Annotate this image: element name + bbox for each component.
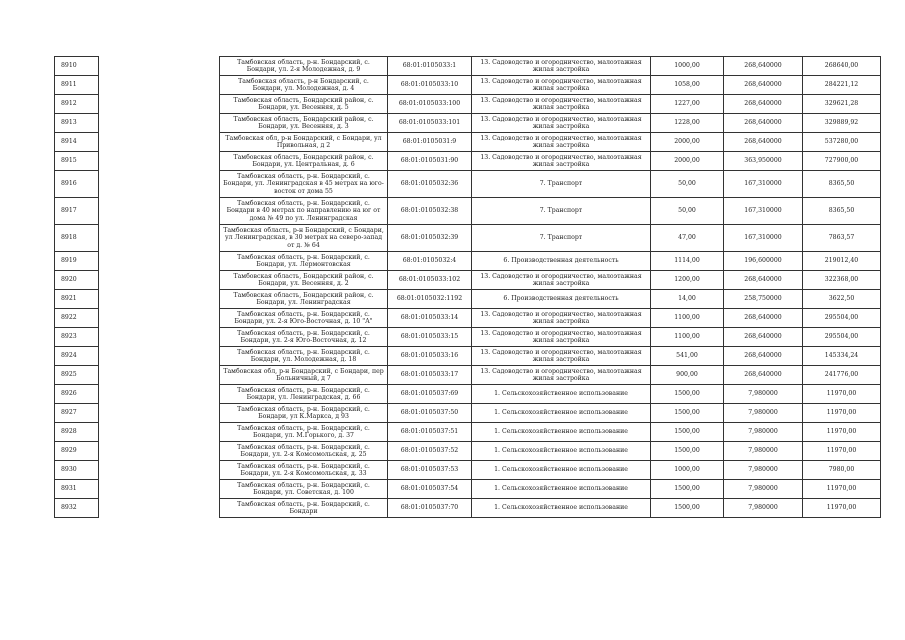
area-cell: 541,00 bbox=[651, 347, 724, 366]
cadastral-value-cell: 7863,57 bbox=[803, 225, 881, 252]
row-number: 8932 bbox=[55, 499, 99, 518]
land-use-cell: 6. Производственная деятельность bbox=[472, 252, 651, 271]
specific-value-cell: 268,640000 bbox=[724, 76, 803, 95]
specific-value-cell: 7,980000 bbox=[724, 461, 803, 480]
address-cell: Тамбовская обл, р-н Бондарский, с Бондари, пер Больничный, д 7 bbox=[220, 366, 388, 385]
row-number: 8911 bbox=[55, 76, 99, 95]
row-number: 8931 bbox=[55, 480, 99, 499]
table-row bbox=[55, 252, 881, 271]
area-cell: 50,00 bbox=[651, 171, 724, 198]
specific-value-cell: 268,640000 bbox=[724, 114, 803, 133]
land-use-cell: 1. Сельскохозяйственное использование bbox=[472, 442, 651, 461]
spacer-cell bbox=[99, 252, 220, 271]
row-number: 8923 bbox=[55, 328, 99, 347]
table-row bbox=[55, 480, 881, 499]
specific-value-cell: 7,980000 bbox=[724, 404, 803, 423]
cadastral-value-cell: 284221,12 bbox=[803, 76, 881, 95]
address-cell: Тамбовская область, р-н. Бондарский, с. Бондари, ул. Молодежная, д. 18 bbox=[220, 347, 388, 366]
cadastral-number-cell: 68:01:0105032:39 bbox=[388, 225, 472, 252]
land-use-cell: 7. Транспорт bbox=[472, 225, 651, 252]
area-cell: 2000,00 bbox=[651, 133, 724, 152]
cadastral-number-cell: 68:01:0105033:102 bbox=[388, 271, 472, 290]
row-number: 8930 bbox=[55, 461, 99, 480]
table-row bbox=[55, 57, 881, 76]
area-cell: 900,00 bbox=[651, 366, 724, 385]
row-number: 8912 bbox=[55, 95, 99, 114]
cadastral-number-cell: 68:01:0105037:69 bbox=[388, 385, 472, 404]
table-body bbox=[55, 57, 881, 518]
area-cell: 2000,00 bbox=[651, 152, 724, 171]
cadastral-value-cell: 11970,00 bbox=[803, 442, 881, 461]
cadastral-value-cell: 329621,28 bbox=[803, 95, 881, 114]
spacer-cell bbox=[99, 152, 220, 171]
cadastral-number-cell: 68:01:0105032:1192 bbox=[388, 290, 472, 309]
area-cell: 1000,00 bbox=[651, 57, 724, 76]
cadastral-value-cell: 8365,50 bbox=[803, 198, 881, 225]
area-cell: 1114,00 bbox=[651, 252, 724, 271]
specific-value-cell: 258,750000 bbox=[724, 290, 803, 309]
land-use-cell: 13. Садоводство и огородничество, малоэтажная жилая застройка bbox=[472, 133, 651, 152]
area-cell: 50,00 bbox=[651, 198, 724, 225]
cadastral-number-cell: 68:01:0105033:16 bbox=[388, 347, 472, 366]
cadastral-number-cell: 68:01:0105033:1 bbox=[388, 57, 472, 76]
table-row bbox=[55, 114, 881, 133]
table-row bbox=[55, 366, 881, 385]
cadastral-number-cell: 68:01:0105037:53 bbox=[388, 461, 472, 480]
specific-value-cell: 196,600000 bbox=[724, 252, 803, 271]
cadastral-value-cell: 7980,00 bbox=[803, 461, 881, 480]
row-number: 8926 bbox=[55, 385, 99, 404]
cadastral-number-cell: 68:01:0105033:10 bbox=[388, 76, 472, 95]
cadastral-number-cell: 68:01:0105037:70 bbox=[388, 499, 472, 518]
address-cell: Тамбовская область, Бондарский район, с. Бондари, ул. Ленинградская bbox=[220, 290, 388, 309]
table-row bbox=[55, 133, 881, 152]
land-use-cell: 7. Транспорт bbox=[472, 171, 651, 198]
spacer-cell bbox=[99, 480, 220, 499]
table-row bbox=[55, 271, 881, 290]
spacer-cell bbox=[99, 328, 220, 347]
address-cell: Тамбовская область, р-н. Бондарский, с. Бондари bbox=[220, 499, 388, 518]
area-cell: 1200,00 bbox=[651, 271, 724, 290]
address-cell: Тамбовская область, р-н. Бондарский, с. Бондари, ул. Ленинградская в 45 метрах на юго-восток от дома 55 bbox=[220, 171, 388, 198]
spacer-cell bbox=[99, 133, 220, 152]
land-use-cell: 1. Сельскохозяйственное использование bbox=[472, 404, 651, 423]
spacer-cell bbox=[99, 57, 220, 76]
spacer-cell bbox=[99, 423, 220, 442]
address-cell: Тамбовская область, р-н. Бондарский, с. Бондари, ул. Советская, д. 100 bbox=[220, 480, 388, 499]
row-number: 8910 bbox=[55, 57, 99, 76]
cadastral-number-cell: 68:01:0105033:17 bbox=[388, 366, 472, 385]
cadastral-number-cell: 68:01:0105032:36 bbox=[388, 171, 472, 198]
cadastral-value-cell: 11970,00 bbox=[803, 423, 881, 442]
cadastral-value-cell: 8365,50 bbox=[803, 171, 881, 198]
land-use-cell: 13. Садоводство и огородничество, малоэтажная жилая застройка bbox=[472, 366, 651, 385]
specific-value-cell: 268,640000 bbox=[724, 133, 803, 152]
cadastral-value-cell: 11970,00 bbox=[803, 499, 881, 518]
address-cell: Тамбовская область, р-н. Бондарский, с. Бондари, ул. Лермонтовская bbox=[220, 252, 388, 271]
cadastral-value-cell: 3622,50 bbox=[803, 290, 881, 309]
land-use-cell: 13. Садоводство и огородничество, малоэтажная жилая застройка bbox=[472, 328, 651, 347]
row-number: 8927 bbox=[55, 404, 99, 423]
spacer-cell bbox=[99, 404, 220, 423]
table-row bbox=[55, 225, 881, 252]
specific-value-cell: 7,980000 bbox=[724, 385, 803, 404]
address-cell: Тамбовская область, р-н. Бондарский, с. Бондари, ул. 2-я Юго-Восточная, д. 12 bbox=[220, 328, 388, 347]
area-cell: 1500,00 bbox=[651, 499, 724, 518]
specific-value-cell: 363,950000 bbox=[724, 152, 803, 171]
area-cell: 1500,00 bbox=[651, 480, 724, 499]
address-cell: Тамбовская обл, р-н Бондарский, с Бондари, ул Привольная, д 2 bbox=[220, 133, 388, 152]
area-cell: 1228,00 bbox=[651, 114, 724, 133]
land-use-cell: 13. Садоводство и огородничество, малоэтажная жилая застройка bbox=[472, 57, 651, 76]
table-row bbox=[55, 290, 881, 309]
address-cell: Тамбовская область, р-н. Бондарский, с. Бондари, ул. Ленинградская, д. 66 bbox=[220, 385, 388, 404]
row-number: 8920 bbox=[55, 271, 99, 290]
table-row bbox=[55, 461, 881, 480]
land-use-cell: 13. Садоводство и огородничество, малоэтажная жилая застройка bbox=[472, 114, 651, 133]
specific-value-cell: 268,640000 bbox=[724, 347, 803, 366]
spacer-cell bbox=[99, 95, 220, 114]
cadastral-number-cell: 68:01:0105032:4 bbox=[388, 252, 472, 271]
specific-value-cell: 268,640000 bbox=[724, 57, 803, 76]
cadastral-number-cell: 68:01:0105037:52 bbox=[388, 442, 472, 461]
specific-value-cell: 7,980000 bbox=[724, 480, 803, 499]
area-cell: 1500,00 bbox=[651, 385, 724, 404]
row-number: 8922 bbox=[55, 309, 99, 328]
land-use-cell: 13. Садоводство и огородничество, малоэтажная жилая застройка bbox=[472, 271, 651, 290]
address-cell: Тамбовская область, Бондарский район, с. Бондари, ул. Весенняя, д. 2 bbox=[220, 271, 388, 290]
address-cell: Тамбовская область, р-н. Бондарский, с. Бондари, ул. 2-я Молодежная, д. 9 bbox=[220, 57, 388, 76]
area-cell: 1100,00 bbox=[651, 309, 724, 328]
cadastral-value-table bbox=[54, 56, 881, 518]
address-cell: Тамбовская область, р-н. Бондарский, с. Бондари, ул. 2-я Юго-Восточная, д. 10 "А" bbox=[220, 309, 388, 328]
land-use-cell: 13. Садоводство и огородничество, малоэтажная жилая застройка bbox=[472, 309, 651, 328]
row-number: 8921 bbox=[55, 290, 99, 309]
area-cell: 47,00 bbox=[651, 225, 724, 252]
table-row bbox=[55, 347, 881, 366]
row-number: 8917 bbox=[55, 198, 99, 225]
area-cell: 1058,00 bbox=[651, 76, 724, 95]
row-number: 8913 bbox=[55, 114, 99, 133]
row-number: 8915 bbox=[55, 152, 99, 171]
cadastral-number-cell: 68:01:0105031:9 bbox=[388, 133, 472, 152]
table-row bbox=[55, 499, 881, 518]
spacer-cell bbox=[99, 114, 220, 133]
cadastral-value-cell: 329889,92 bbox=[803, 114, 881, 133]
area-cell: 1500,00 bbox=[651, 404, 724, 423]
area-cell: 1500,00 bbox=[651, 423, 724, 442]
cadastral-value-cell: 11970,00 bbox=[803, 404, 881, 423]
land-use-cell: 7. Транспорт bbox=[472, 198, 651, 225]
specific-value-cell: 167,310000 bbox=[724, 225, 803, 252]
spacer-cell bbox=[99, 461, 220, 480]
address-cell: Тамбовская область, Бондарский район, с. Бондари, ул. Весенняя, д. 3 bbox=[220, 114, 388, 133]
land-use-cell: 1. Сельскохозяйственное использование bbox=[472, 499, 651, 518]
land-use-cell: 1. Сельскохозяйственное использование bbox=[472, 385, 651, 404]
specific-value-cell: 167,310000 bbox=[724, 198, 803, 225]
cadastral-number-cell: 68:01:0105031:90 bbox=[388, 152, 472, 171]
cadastral-value-cell: 268640,00 bbox=[803, 57, 881, 76]
land-use-cell: 13. Садоводство и огородничество, малоэтажная жилая застройка bbox=[472, 152, 651, 171]
land-use-cell: 13. Садоводство и огородничество, малоэтажная жилая застройка bbox=[472, 347, 651, 366]
row-number: 8916 bbox=[55, 171, 99, 198]
land-use-cell: 1. Сельскохозяйственное использование bbox=[472, 480, 651, 499]
spacer-cell bbox=[99, 225, 220, 252]
specific-value-cell: 268,640000 bbox=[724, 271, 803, 290]
address-cell: Тамбовская область, р-н. Бондарский, с. Бондари, ул. М.Горького, д. 37 bbox=[220, 423, 388, 442]
table-row bbox=[55, 328, 881, 347]
cadastral-value-cell: 727900,00 bbox=[803, 152, 881, 171]
spacer-cell bbox=[99, 198, 220, 225]
table-row bbox=[55, 385, 881, 404]
specific-value-cell: 268,640000 bbox=[724, 309, 803, 328]
spacer-cell bbox=[99, 499, 220, 518]
row-number: 8924 bbox=[55, 347, 99, 366]
row-number: 8928 bbox=[55, 423, 99, 442]
spacer-cell bbox=[99, 385, 220, 404]
row-number: 8914 bbox=[55, 133, 99, 152]
specific-value-cell: 268,640000 bbox=[724, 95, 803, 114]
specific-value-cell: 7,980000 bbox=[724, 442, 803, 461]
table-row bbox=[55, 423, 881, 442]
specific-value-cell: 167,310000 bbox=[724, 171, 803, 198]
address-cell: Тамбовская область, р-н Бондарский, с Бондари, ул Ленинградская, в 30 метрах на северо-запад от д. № 64 bbox=[220, 225, 388, 252]
spacer-cell bbox=[99, 171, 220, 198]
area-cell: 1227,00 bbox=[651, 95, 724, 114]
table-row bbox=[55, 152, 881, 171]
cadastral-number-cell: 68:01:0105033:101 bbox=[388, 114, 472, 133]
land-use-cell: 13. Садоводство и огородничество, малоэтажная жилая застройка bbox=[472, 95, 651, 114]
spacer-cell bbox=[99, 309, 220, 328]
table-row bbox=[55, 171, 881, 198]
cadastral-value-cell: 241776,00 bbox=[803, 366, 881, 385]
land-use-cell: 1. Сельскохозяйственное использование bbox=[472, 423, 651, 442]
spacer-cell bbox=[99, 442, 220, 461]
cadastral-number-cell: 68:01:0105037:54 bbox=[388, 480, 472, 499]
row-number: 8919 bbox=[55, 252, 99, 271]
area-cell: 14,00 bbox=[651, 290, 724, 309]
address-cell: Тамбовская область, р-н. Бондарский, с. Бондари, ул. 2-я Комсомольская, д. 33 bbox=[220, 461, 388, 480]
cadastral-value-cell: 145334,24 bbox=[803, 347, 881, 366]
land-use-cell: 1. Сельскохозяйственное использование bbox=[472, 461, 651, 480]
table-row bbox=[55, 76, 881, 95]
specific-value-cell: 7,980000 bbox=[724, 499, 803, 518]
row-number: 8929 bbox=[55, 442, 99, 461]
table-row bbox=[55, 404, 881, 423]
cadastral-number-cell: 68:01:0105037:50 bbox=[388, 404, 472, 423]
cadastral-value-cell: 219012,40 bbox=[803, 252, 881, 271]
table-row bbox=[55, 309, 881, 328]
land-use-cell: 6. Производственная деятельность bbox=[472, 290, 651, 309]
cadastral-value-cell: 11970,00 bbox=[803, 385, 881, 404]
spacer-cell bbox=[99, 347, 220, 366]
cadastral-value-cell: 322368,00 bbox=[803, 271, 881, 290]
table-row bbox=[55, 198, 881, 225]
cadastral-value-cell: 295504,00 bbox=[803, 309, 881, 328]
spacer-cell bbox=[99, 290, 220, 309]
address-cell: Тамбовская область, Бондарский район, с. Бондари, ул. Центральная, д. 6 bbox=[220, 152, 388, 171]
cadastral-number-cell: 68:01:0105032:38 bbox=[388, 198, 472, 225]
cadastral-value-cell: 11970,00 bbox=[803, 480, 881, 499]
table-row bbox=[55, 442, 881, 461]
area-cell: 1100,00 bbox=[651, 328, 724, 347]
address-cell: Тамбовская область, р-н. Бондарский, с. Бондари в 40 метрах по направлению на юг от дома № 49 по ул. Ленинградская bbox=[220, 198, 388, 225]
address-cell: Тамбовская область, р-н. Бондарский, с. Бондари, ул К.Маркса, д 93 bbox=[220, 404, 388, 423]
spacer-cell bbox=[99, 366, 220, 385]
address-cell: Тамбовская область, Бондарский район, с. Бондари, ул. Весенняя, д. 5 bbox=[220, 95, 388, 114]
land-use-cell: 13. Садоводство и огородничество, малоэтажная жилая застройка bbox=[472, 76, 651, 95]
spacer-cell bbox=[99, 271, 220, 290]
cadastral-value-cell: 295504,00 bbox=[803, 328, 881, 347]
cadastral-number-cell: 68:01:0105033:15 bbox=[388, 328, 472, 347]
row-number: 8925 bbox=[55, 366, 99, 385]
specific-value-cell: 7,980000 bbox=[724, 423, 803, 442]
area-cell: 1500,00 bbox=[651, 442, 724, 461]
specific-value-cell: 268,640000 bbox=[724, 366, 803, 385]
cadastral-number-cell: 68:01:0105037:51 bbox=[388, 423, 472, 442]
address-cell: Тамбовская область, р-н. Бондарский, с. Бондари, ул. 2-я Комсомольская, д. 25 bbox=[220, 442, 388, 461]
cadastral-value-cell: 537280,00 bbox=[803, 133, 881, 152]
row-number: 8918 bbox=[55, 225, 99, 252]
table-row bbox=[55, 95, 881, 114]
cadastral-number-cell: 68:01:0105033:100 bbox=[388, 95, 472, 114]
specific-value-cell: 268,640000 bbox=[724, 328, 803, 347]
spacer-cell bbox=[99, 76, 220, 95]
address-cell: Тамбовская область, р-н Бондарский, с. Бондари, ул. Молодежная, д. 4 bbox=[220, 76, 388, 95]
area-cell: 1000,00 bbox=[651, 461, 724, 480]
cadastral-number-cell: 68:01:0105033:14 bbox=[388, 309, 472, 328]
